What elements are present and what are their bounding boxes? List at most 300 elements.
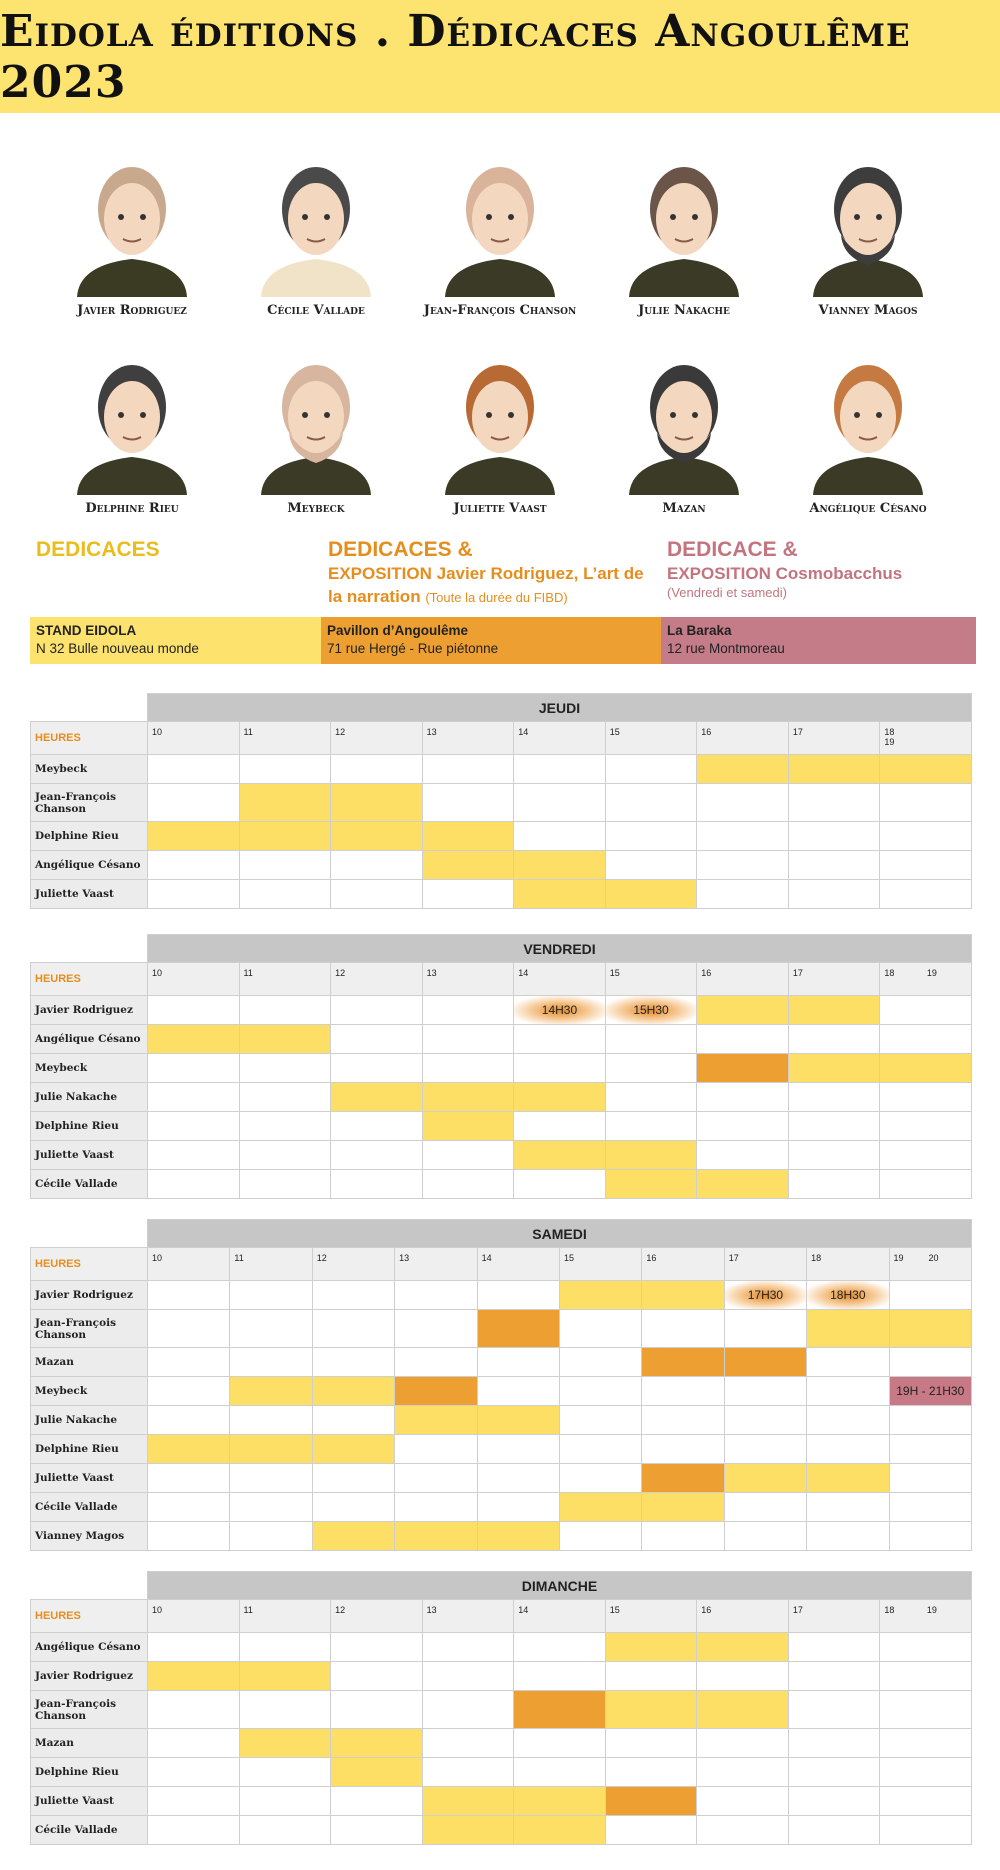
slot-cell	[239, 784, 331, 822]
schedule-row	[31, 1170, 972, 1199]
slot-cell	[880, 1758, 972, 1787]
hour-cell: 12	[331, 963, 423, 996]
slot-cell	[788, 1025, 880, 1054]
slot-cell	[788, 1112, 880, 1141]
slot-cell	[239, 1170, 331, 1199]
slot-cell	[422, 1170, 514, 1199]
author-card	[776, 328, 960, 516]
slot-cell	[724, 1435, 806, 1464]
slot-cell	[559, 1281, 641, 1310]
slot-cell	[477, 1406, 559, 1435]
slot-cell	[148, 1348, 230, 1377]
hour-cell: 15	[605, 722, 697, 755]
slot-cell	[642, 1493, 724, 1522]
hour-cell: 12	[331, 1600, 423, 1633]
slot-cell	[514, 880, 606, 909]
day-title: JEUDI	[148, 694, 972, 722]
slot-cell	[697, 1025, 789, 1054]
slot-cell	[889, 1522, 971, 1551]
slot-cell	[331, 880, 423, 909]
venue-name: Pavillon d’Angoulême	[327, 623, 469, 638]
slot-cell	[477, 1310, 559, 1348]
slot-cell	[312, 1464, 394, 1493]
slot-cell	[642, 1522, 724, 1551]
hour-cell: 16	[697, 963, 789, 996]
slot-cell	[697, 1054, 789, 1083]
slot-cell	[239, 880, 331, 909]
slot-cell	[697, 784, 789, 822]
slot-cell	[239, 1025, 331, 1054]
slot-cell	[880, 1141, 972, 1170]
legend-expo-rodriguez	[328, 538, 658, 609]
author-label: Jean-François Chanson	[31, 1691, 148, 1729]
slot-cell	[239, 1141, 331, 1170]
slot-cell: 18H30	[807, 1281, 889, 1310]
venue-name: STAND EIDOLA	[36, 623, 137, 638]
slot-cell	[697, 1758, 789, 1787]
slot-cell	[788, 880, 880, 909]
slot-cell	[148, 1377, 230, 1406]
schedule-row	[31, 1816, 972, 1845]
slot-cell	[331, 996, 423, 1025]
slot-cell	[514, 1633, 606, 1662]
hour-cell: 11	[230, 1248, 312, 1281]
schedule-row	[31, 1377, 972, 1406]
legend-expo-cosmobacchus	[667, 538, 957, 600]
slot-cell	[422, 755, 514, 784]
slot-cell	[697, 1633, 789, 1662]
hours-label: HEURES	[31, 1600, 148, 1633]
slot-cell	[559, 1348, 641, 1377]
schedule-row	[31, 1633, 972, 1662]
slot-cell	[514, 1662, 606, 1691]
slot-cell	[239, 1112, 331, 1141]
slot-cell	[880, 1729, 972, 1758]
slot-cell	[148, 1633, 240, 1662]
author-label: Juliette Vaast	[31, 1141, 148, 1170]
hour-cell: 11	[239, 1600, 331, 1633]
slot-cell	[148, 1170, 240, 1199]
portrait-icon	[425, 147, 575, 297]
hour-cell: 18 19	[880, 722, 972, 755]
author-label: Cécile Vallade	[31, 1493, 148, 1522]
slot-cell	[477, 1493, 559, 1522]
schedule-row	[31, 1406, 972, 1435]
hour-cell: 13	[395, 1248, 477, 1281]
slot-cell	[889, 1281, 971, 1310]
author-label: Delphine Rieu	[31, 822, 148, 851]
slot-cell	[239, 1633, 331, 1662]
author-name: Angélique Césano	[809, 501, 927, 516]
slot-cell	[148, 1310, 230, 1348]
slot-cell	[788, 1170, 880, 1199]
author-label: Cécile Vallade	[31, 1170, 148, 1199]
slot-cell	[807, 1435, 889, 1464]
slot-cell	[807, 1406, 889, 1435]
slot-cell	[889, 1406, 971, 1435]
author-label: Meybeck	[31, 755, 148, 784]
schedule-row	[31, 1493, 972, 1522]
portrait-icon	[57, 147, 207, 297]
slot-cell	[422, 1141, 514, 1170]
slot-cell	[788, 996, 880, 1025]
hour-cell: 10	[148, 963, 240, 996]
author-card	[776, 130, 960, 318]
slot-cell	[605, 1729, 697, 1758]
slot-cell	[889, 1435, 971, 1464]
slot-cell	[514, 1758, 606, 1787]
slot-cell	[395, 1435, 477, 1464]
slot-cell	[514, 1112, 606, 1141]
slot-cell	[605, 1054, 697, 1083]
slot-cell	[331, 1662, 423, 1691]
slot-cell	[788, 1141, 880, 1170]
slot-cell	[148, 996, 240, 1025]
slot-cell	[477, 1377, 559, 1406]
slot-cell	[880, 822, 972, 851]
hour-cell: 10	[148, 1600, 240, 1633]
schedule-vendredi	[30, 934, 972, 1199]
portrait-icon	[793, 345, 943, 495]
slot-cell	[331, 1054, 423, 1083]
slot-cell	[331, 784, 423, 822]
slot-cell	[880, 996, 972, 1025]
slot-cell	[807, 1377, 889, 1406]
slot-cell: 19H - 21H30	[889, 1377, 971, 1406]
slot-cell	[331, 1025, 423, 1054]
slot-cell	[889, 1464, 971, 1493]
slot-cell	[331, 1112, 423, 1141]
schedule-row	[31, 851, 972, 880]
schedule-row	[31, 1758, 972, 1787]
slot-cell	[642, 1406, 724, 1435]
slot-cell	[605, 1141, 697, 1170]
slot-cell	[559, 1464, 641, 1493]
slot-cell	[724, 1522, 806, 1551]
slot-cell	[148, 1112, 240, 1141]
slot-cell	[395, 1493, 477, 1522]
schedule-row	[31, 1435, 972, 1464]
slot-cell	[514, 1729, 606, 1758]
author-label: Cécile Vallade	[31, 1816, 148, 1845]
slot-cell	[395, 1522, 477, 1551]
legend-expo1-line: EXPOSITION Javier Rodriguez, L’art de la narration	[328, 564, 644, 606]
slot-cell	[605, 851, 697, 880]
author-card	[40, 130, 224, 318]
slot-cell	[230, 1406, 312, 1435]
hour-cell: 15	[605, 963, 697, 996]
slot-cell	[422, 1083, 514, 1112]
author-label: Angélique Césano	[31, 1025, 148, 1054]
hour-cell: 17	[724, 1248, 806, 1281]
author-name: Vianney Magos	[818, 303, 918, 318]
slot-cell	[880, 1112, 972, 1141]
slot-cell	[422, 1816, 514, 1845]
portrait-icon	[793, 147, 943, 297]
slot-cell	[312, 1493, 394, 1522]
legend-expo2-note: (Vendredi et samedi)	[667, 585, 787, 600]
slot-cell	[331, 822, 423, 851]
slot-cell	[312, 1348, 394, 1377]
hour-cell: 13	[422, 722, 514, 755]
legend-expo1-title: DEDICACES &	[328, 538, 473, 561]
schedule-row	[31, 1662, 972, 1691]
slot-cell	[807, 1348, 889, 1377]
slot-cell	[312, 1406, 394, 1435]
slot-cell	[697, 1691, 789, 1729]
slot-cell	[422, 1758, 514, 1787]
slot-cell	[559, 1435, 641, 1464]
slot-cell	[788, 1758, 880, 1787]
slot-cell	[880, 1816, 972, 1845]
slot-cell	[605, 880, 697, 909]
slot-cell	[514, 851, 606, 880]
slot-cell	[697, 1170, 789, 1199]
slot-cell	[514, 784, 606, 822]
slot-cell	[514, 822, 606, 851]
slot-cell	[331, 1787, 423, 1816]
author-card	[408, 130, 592, 318]
slot-cell	[422, 1025, 514, 1054]
slot-cell	[148, 1281, 230, 1310]
hour-cell: 14	[514, 722, 606, 755]
slot-cell	[422, 784, 514, 822]
portrait-icon	[609, 345, 759, 495]
slot-cell	[239, 851, 331, 880]
hour-cell: 18	[807, 1248, 889, 1281]
hours-label: HEURES	[31, 1248, 148, 1281]
slot-cell	[605, 822, 697, 851]
slot-cell	[697, 1787, 789, 1816]
slot-cell	[331, 851, 423, 880]
hour-cell: 18 19	[880, 963, 972, 996]
slot-cell	[148, 1816, 240, 1845]
slot-cell	[477, 1348, 559, 1377]
legend-dedicaces-title: DEDICACES	[36, 538, 160, 561]
slot-cell	[724, 1406, 806, 1435]
day-title: DIMANCHE	[148, 1572, 972, 1600]
slot-cell	[395, 1464, 477, 1493]
slot-cell	[312, 1377, 394, 1406]
slot-cell	[697, 755, 789, 784]
slot-cell	[697, 1112, 789, 1141]
slot-cell	[724, 1348, 806, 1377]
slot-cell	[642, 1464, 724, 1493]
day-title: SAMEDI	[148, 1220, 972, 1248]
slot-cell	[331, 1633, 423, 1662]
schedule-row	[31, 1691, 972, 1729]
slot-cell	[148, 1406, 230, 1435]
slot-cell	[148, 755, 240, 784]
slot-cell	[514, 755, 606, 784]
slot-cell	[788, 1633, 880, 1662]
slot-cell	[889, 1348, 971, 1377]
portrait-icon	[241, 345, 391, 495]
slot-cell	[239, 996, 331, 1025]
slot-cell	[514, 1787, 606, 1816]
author-card	[592, 130, 776, 318]
slot-cell	[697, 996, 789, 1025]
portrait-icon	[241, 147, 391, 297]
slot-cell	[605, 1083, 697, 1112]
slot-cell	[148, 1141, 240, 1170]
author-label: Meybeck	[31, 1377, 148, 1406]
slot-cell	[788, 1691, 880, 1729]
author-card	[408, 328, 592, 516]
slot-cell	[889, 1493, 971, 1522]
slot-cell	[395, 1377, 477, 1406]
slot-cell	[477, 1435, 559, 1464]
hour-cell: 16	[697, 722, 789, 755]
author-label: Mazan	[31, 1348, 148, 1377]
slot-cell	[724, 1310, 806, 1348]
portrait-icon	[609, 147, 759, 297]
slot-cell	[148, 1691, 240, 1729]
slot-cell	[697, 1816, 789, 1845]
slot-cell	[148, 1025, 240, 1054]
slot-cell	[697, 1083, 789, 1112]
slot-cell	[422, 1787, 514, 1816]
author-name: Jean-François Chanson	[423, 303, 577, 318]
slot-cell	[788, 822, 880, 851]
slot-cell	[807, 1493, 889, 1522]
slot-cell	[312, 1522, 394, 1551]
slot-cell	[514, 1691, 606, 1729]
author-label: Mazan	[31, 1729, 148, 1758]
slot-cell	[605, 1025, 697, 1054]
author-label: Meybeck	[31, 1054, 148, 1083]
schedule-row	[31, 1522, 972, 1551]
legend-expo1-note: (Toute la durée du FIBD)	[425, 590, 568, 605]
author-card	[592, 328, 776, 516]
slot-cell	[230, 1522, 312, 1551]
author-card	[224, 328, 408, 516]
slot-cell	[880, 880, 972, 909]
hour-cell: 17	[788, 1600, 880, 1633]
legend-expo2-line: EXPOSITION Cosmobacchus	[667, 564, 903, 583]
venue-name: La Baraka	[667, 623, 732, 638]
author-label: Jean-François Chanson	[31, 784, 148, 822]
slot-cell	[148, 784, 240, 822]
hours-label: HEURES	[31, 722, 148, 755]
slot-cell	[605, 784, 697, 822]
slot-cell	[880, 1691, 972, 1729]
slot-cell	[148, 880, 240, 909]
slot-cell	[239, 1662, 331, 1691]
slot-cell	[605, 1112, 697, 1141]
venue-address: 71 rue Hergé - Rue piétonne	[327, 641, 499, 656]
slot-cell	[239, 1691, 331, 1729]
slot-cell	[239, 1758, 331, 1787]
slot-cell	[477, 1464, 559, 1493]
author-label: Angélique Césano	[31, 851, 148, 880]
schedule-row	[31, 1083, 972, 1112]
author-name: Juliette Vaast	[453, 501, 547, 516]
slot-cell	[312, 1281, 394, 1310]
author-label: Juliette Vaast	[31, 1464, 148, 1493]
portrait-icon	[57, 345, 207, 495]
slot-cell	[514, 1025, 606, 1054]
slot-cell	[239, 822, 331, 851]
slot-cell	[148, 1522, 230, 1551]
hour-cell: 13	[422, 1600, 514, 1633]
hour-cell: 18 19	[880, 1600, 972, 1633]
slot-cell	[724, 1493, 806, 1522]
hour-cell: 11	[239, 963, 331, 996]
hour-cell: 13	[422, 963, 514, 996]
slot-cell	[724, 1464, 806, 1493]
slot-cell	[148, 1435, 230, 1464]
slot-cell	[697, 1662, 789, 1691]
author-label: Javier Rodriguez	[31, 1662, 148, 1691]
slot-cell	[514, 1816, 606, 1845]
slot-cell	[642, 1377, 724, 1406]
slot-cell	[477, 1522, 559, 1551]
slot-cell	[148, 1464, 230, 1493]
slot-cell	[559, 1493, 641, 1522]
venue-baraka	[661, 617, 976, 664]
slot-cell	[642, 1281, 724, 1310]
author-label: Julie Nakache	[31, 1406, 148, 1435]
slot-cell	[331, 1691, 423, 1729]
schedule-row	[31, 1787, 972, 1816]
slot-cell	[230, 1493, 312, 1522]
slot-cell	[642, 1435, 724, 1464]
slot-cell	[697, 822, 789, 851]
slot-cell	[422, 822, 514, 851]
hour-cell: 11	[239, 722, 331, 755]
schedule-row	[31, 1281, 972, 1310]
slot-cell	[239, 1083, 331, 1112]
slot-cell	[148, 1054, 240, 1083]
slot-cell	[422, 880, 514, 909]
slot-cell	[148, 1787, 240, 1816]
slot-cell	[559, 1522, 641, 1551]
slot-cell	[230, 1435, 312, 1464]
hour-cell: 10	[148, 1248, 230, 1281]
schedule-row	[31, 755, 972, 784]
schedule-row	[31, 784, 972, 822]
slot-cell	[239, 1816, 331, 1845]
schedule-jeudi	[30, 693, 972, 909]
author-label: Jean-François Chanson	[31, 1310, 148, 1348]
author-label: Javier Rodriguez	[31, 996, 148, 1025]
authors-grid	[40, 130, 960, 516]
slot-cell	[514, 1170, 606, 1199]
author-name: Javier Rodriguez	[77, 303, 187, 318]
author-label: Julie Nakache	[31, 1083, 148, 1112]
slot-cell	[889, 1310, 971, 1348]
author-label: Delphine Rieu	[31, 1435, 148, 1464]
slot-cell	[788, 1816, 880, 1845]
hour-cell: 14	[477, 1248, 559, 1281]
schedule-row	[31, 996, 972, 1025]
slot-cell	[880, 784, 972, 822]
venue-address: 12 rue Montmoreau	[667, 641, 785, 656]
slot-cell	[148, 1493, 230, 1522]
slot-cell	[239, 1729, 331, 1758]
slot-cell	[331, 755, 423, 784]
author-label: Juliette Vaast	[31, 880, 148, 909]
slot-cell	[331, 1141, 423, 1170]
hour-cell: 12	[312, 1248, 394, 1281]
author-label: Delphine Rieu	[31, 1758, 148, 1787]
schedule-row	[31, 1141, 972, 1170]
schedule-row	[31, 1348, 972, 1377]
slot-cell	[788, 1787, 880, 1816]
slot-cell	[395, 1310, 477, 1348]
slot-cell	[230, 1281, 312, 1310]
